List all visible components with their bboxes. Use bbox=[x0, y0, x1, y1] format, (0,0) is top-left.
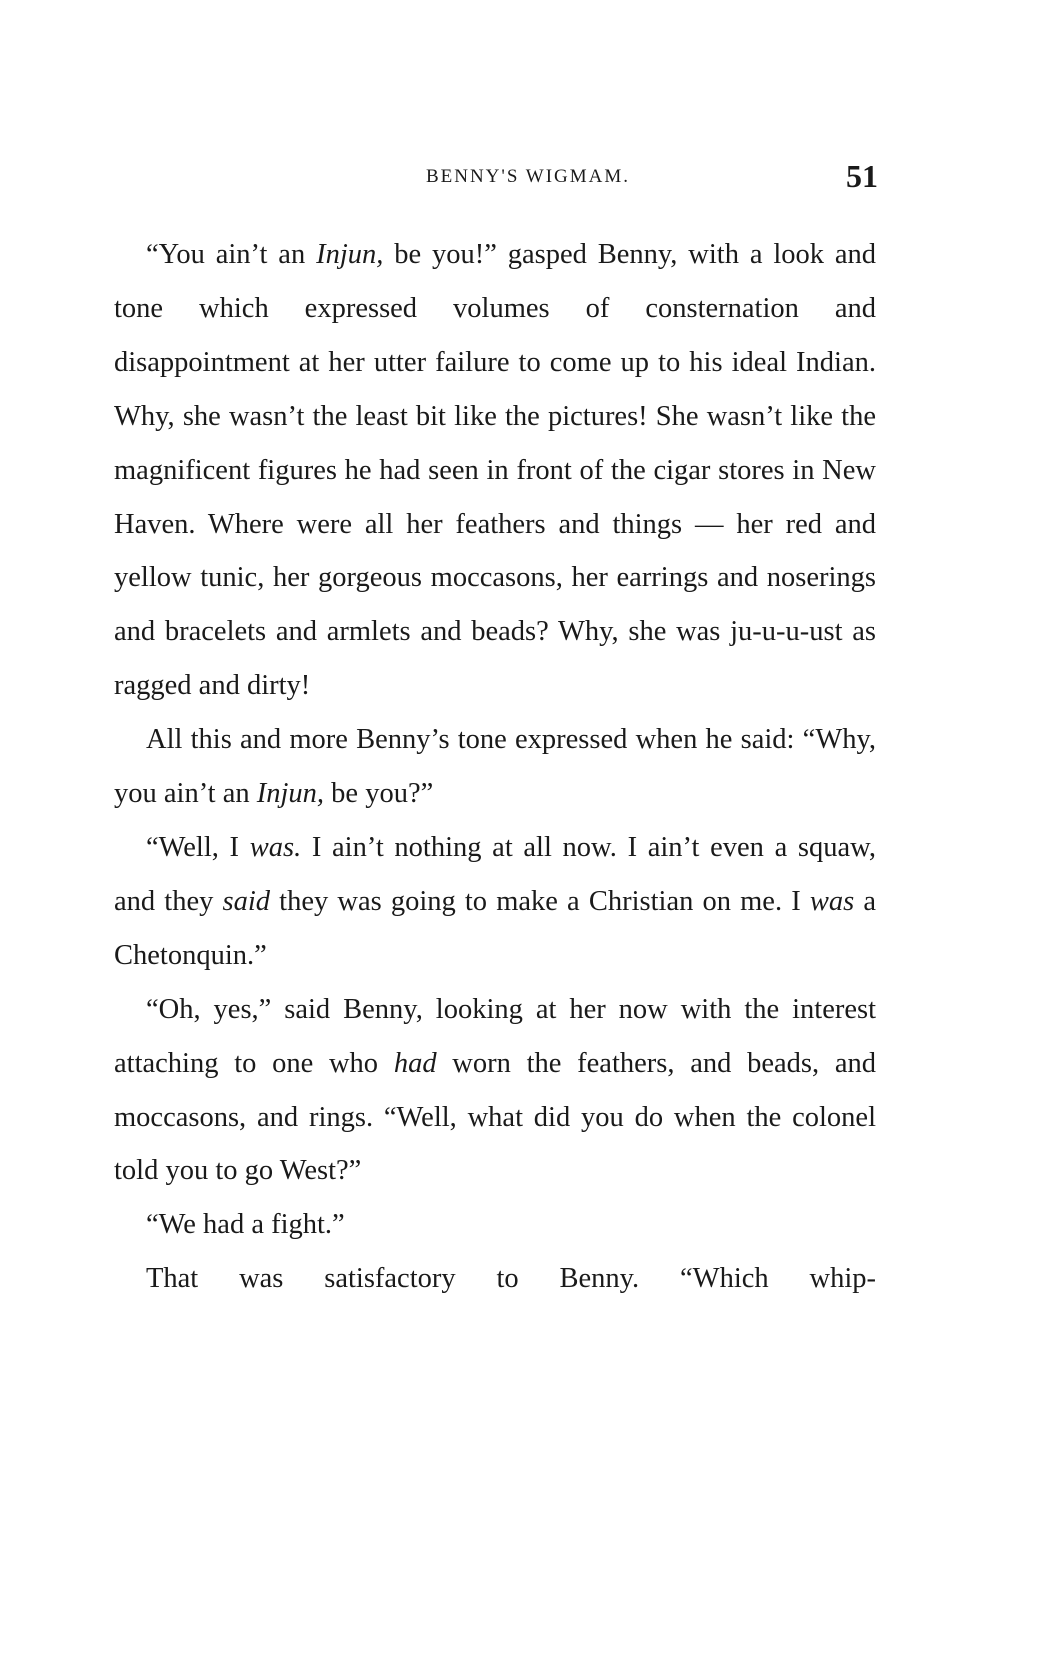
italic-text: Injun, bbox=[316, 239, 384, 270]
paragraph bbox=[114, 983, 876, 1199]
text-segment: All this and more Benny’s tone expressed when he said: “Why, you ain’t an bbox=[114, 724, 876, 810]
text-segment: “Well, I bbox=[146, 831, 250, 863]
page-number: 51 bbox=[846, 158, 878, 194]
text-segment: “Oh, yes,” said Benny, looking at her now with the interest attaching to one who bbox=[114, 993, 876, 1079]
italic-text: was bbox=[809, 885, 855, 917]
text-segment: be you!” gasped Benny, with a look and tone which expressed volumes of consternation and disappointment at her utter failure to come up to his ideal Indian. Why, she wasn’t the least bit like the pictures! She wasn’t like the magnificent figures he had seen in front of the cigar stores in New Haven. Where were all her feathers and things — her red and yellow tunic, her gorgeous moccasons, her earrings and noserings and bracelets and armlets and beads? Why, she was ju-u-u-ust as ragged and dirty! bbox=[114, 239, 876, 702]
paragraph bbox=[114, 1198, 876, 1252]
italic-text: had bbox=[393, 1047, 437, 1079]
text-segment: a Chetonquin.” bbox=[114, 885, 876, 971]
text-segment: “We had a fight.” bbox=[146, 1209, 345, 1241]
text-segment: worn the feathers, and beads, and moccasons, and rings. “Well, what did you do when the colonel told you to go West?” bbox=[114, 1047, 876, 1187]
italic-text: said bbox=[222, 885, 271, 917]
paragraph bbox=[114, 713, 876, 821]
body-text bbox=[114, 228, 876, 1306]
text-segment: That was satisfactory to Benny. “Which whip- bbox=[146, 1263, 876, 1295]
paragraph bbox=[114, 228, 876, 713]
text-segment: “You ain’t an bbox=[146, 239, 317, 270]
text-segment: I ain’t nothing at all now. I ain’t even a squaw, and they bbox=[114, 831, 877, 917]
text-segment: they was going to make a Christian on me. I bbox=[270, 885, 810, 917]
running-head bbox=[0, 158, 1056, 198]
running-title: BENNY'S WIGMAM. bbox=[425, 166, 631, 187]
italic-text: was. bbox=[249, 831, 302, 863]
italic-text: Injun, bbox=[256, 778, 325, 810]
paragraph bbox=[114, 821, 876, 983]
text-segment: be you?” bbox=[324, 778, 434, 810]
paragraph bbox=[114, 1252, 876, 1306]
